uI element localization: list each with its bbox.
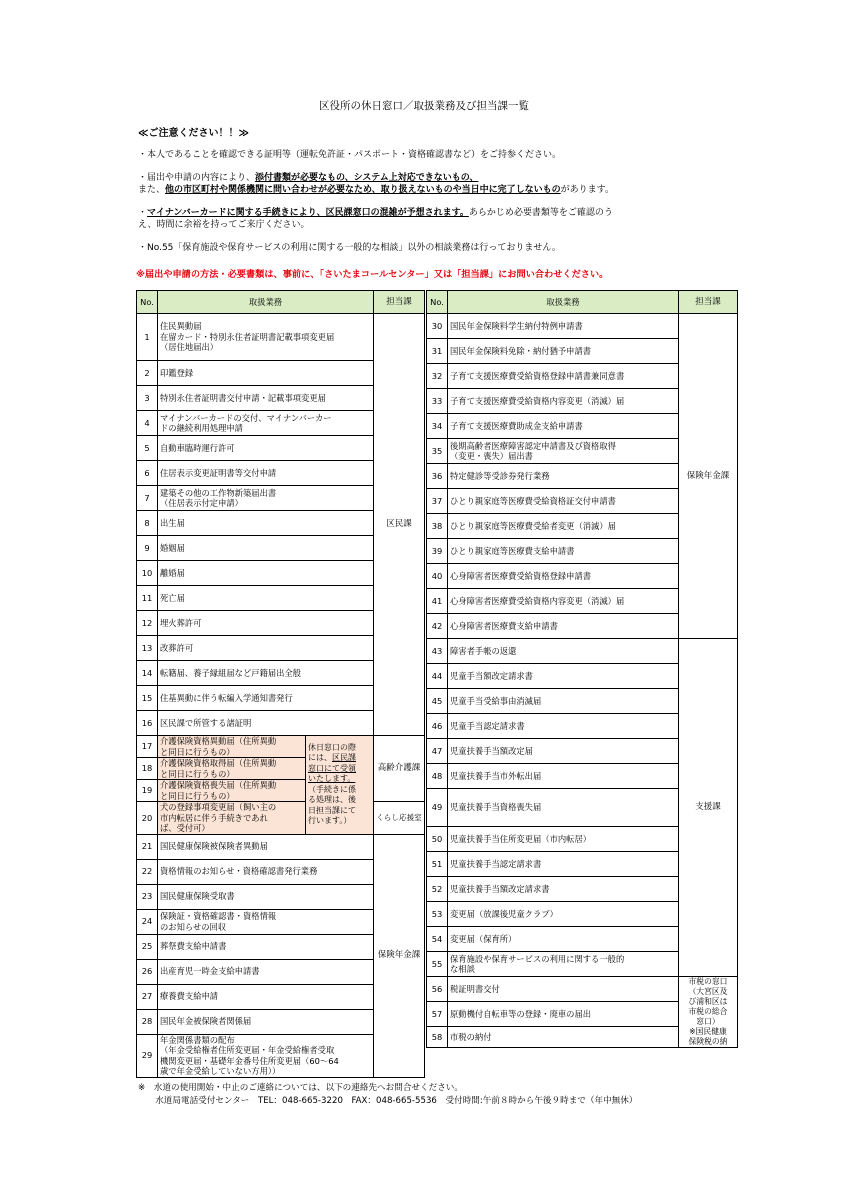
table-row [137, 314, 425, 361]
notice-heading: ≪ご注意ください！！≫ [138, 128, 249, 139]
row-number: 9 [137, 536, 158, 561]
row-number: 41 [427, 589, 448, 614]
dept-hoken-right: 保険年金課 [679, 314, 738, 639]
row-task: ひとり親家庭等医療費支給申請書 [448, 539, 679, 564]
row-task: 葬祭費支給申請書 [158, 934, 374, 959]
row-task: 国民年金被保険者関係届 [158, 1009, 374, 1034]
row-number: 17 [137, 736, 158, 758]
row-task: 児童手当認定請求書 [448, 714, 679, 739]
row-task: 原動機付自転車等の登録・廃車の届出 [448, 1002, 679, 1027]
row-number: 25 [137, 934, 158, 959]
row-number: 10 [137, 561, 158, 586]
dept-hoken-left: 保険年金課 [374, 834, 425, 1077]
row-number: 36 [427, 464, 448, 489]
row-number: 58 [427, 1027, 448, 1048]
row-number: 26 [137, 959, 158, 984]
row-number: 13 [137, 636, 158, 661]
row-number: 19 [137, 780, 158, 802]
row-task: ひとり親家庭等医療費受給資格証交付申請書 [448, 489, 679, 514]
row-task: 子育て支援医療費助成金支給申請書 [448, 414, 679, 439]
header-no: No. [427, 291, 448, 314]
row-task: 住居表示変更証明書等交付申請 [158, 461, 374, 486]
row-number: 53 [427, 902, 448, 927]
row-number: 16 [137, 711, 158, 736]
red-warning: ※届出や申請の方法・必要書類は、事前に、「さいたまコールセンター」又は「担当課」にお問い合わせください。 [136, 269, 609, 280]
row-task: 障害者手帳の返還 [448, 639, 679, 664]
table-row [427, 314, 738, 339]
row-number: 6 [137, 461, 158, 486]
row-number: 52 [427, 877, 448, 902]
row-number: 33 [427, 389, 448, 414]
row-number: 56 [427, 977, 448, 1002]
row-task: 国民健康保険受取書 [158, 884, 374, 909]
row-number: 40 [427, 564, 448, 589]
note-mynumber-congestion: ・マイナンバーカードに関する手続きにより、区民課窓口の混雑が予想されます。あらかじめ必要書類等をご確認のう [138, 208, 613, 218]
row-task: 住民異動届 在留カード・特別永住者証明書記載事項変更届 （居住地届出） [158, 314, 374, 361]
row-task: 出産育児一時金支給申請書 [158, 959, 374, 984]
row-number: 43 [427, 639, 448, 664]
footer-water-contact: 水道局電話受付センター TEL：048-665-3220 FAX：048-665-5536 受付時間:午前８時から午後９時まで（年中無休） [138, 1096, 638, 1106]
row-number: 28 [137, 1009, 158, 1034]
row-task: 子育て支援医療費受給資格登録申請書兼同意書 [448, 364, 679, 389]
row-number: 44 [427, 664, 448, 689]
row-task: 変更届（保育所） [448, 927, 679, 952]
row-task: 保険証・資格確認書・資格情報 のお知らせの回収 [158, 909, 374, 934]
row-task: 自動車臨時運行許可 [158, 436, 374, 461]
row-task: 税証明書交付 [448, 977, 679, 1002]
row-task: 資格情報のお知らせ・資格確認書発行業務 [158, 859, 374, 884]
row-task: 特定健診等受診券発行業務 [448, 464, 679, 489]
note-consultation: ・No.55「保育施設や保育サービスの利用に関する一般的な相談」以外の相談業務は行っておりません。 [138, 243, 561, 253]
table-row [137, 834, 425, 859]
note-other-agencies: また、他の市区町村や関係機関に問い合わせが必要なため、取り扱えないものや当日中に完了しないものがあります。 [138, 185, 614, 195]
header-dept: 担当課 [374, 291, 425, 314]
row-task: 住基異動に伴う転編入学通知書発行 [158, 686, 374, 711]
row-number: 12 [137, 611, 158, 636]
row-number: 7 [137, 486, 158, 511]
row-number: 11 [137, 586, 158, 611]
row-task: 介護保険資格喪失届（住所異動 と同日に行うもの） [158, 780, 306, 802]
row-task: 変更届（放課後児童クラブ） [448, 902, 679, 927]
row-task: 改葬許可 [158, 636, 374, 661]
row-task: 児童扶養手当資格喪失届 [448, 789, 679, 827]
row-task: 印鑑登録 [158, 361, 374, 386]
row-number: 55 [427, 952, 448, 977]
row-number: 42 [427, 614, 448, 639]
row-task: 児童手当受給事由消滅届 [448, 689, 679, 714]
row-task: ひとり親家庭等医療費受給者変更（消滅）届 [448, 514, 679, 539]
row-task: 区民課で所管する諸証明 [158, 711, 374, 736]
row-number: 18 [137, 758, 158, 780]
row-task: 国民年金保険料免除・納付猶予申請書 [448, 339, 679, 364]
row-number: 14 [137, 661, 158, 686]
dept-kuminka: 区民課 [374, 314, 425, 736]
row-number: 1 [137, 314, 158, 361]
row-number: 47 [427, 739, 448, 764]
row-task: 児童扶養手当住所変更届（市内転居） [448, 827, 679, 852]
row-number: 50 [427, 827, 448, 852]
row-task: 国民年金保険料学生納付特例申請書 [448, 314, 679, 339]
row-number: 21 [137, 834, 158, 859]
row-number: 39 [427, 539, 448, 564]
header-task: 取扱業務 [158, 291, 374, 314]
row-task: 離婚届 [158, 561, 374, 586]
row-task: 児童扶養手当額改定届 [448, 739, 679, 764]
row-task: 児童扶養手当額改定請求書 [448, 877, 679, 902]
row-task: 心身障害者医療費受給資格登録申請書 [448, 564, 679, 589]
row-task: 婚姻届 [158, 536, 374, 561]
row-task: 犬の登録事項変更届（飼い主の 市内転居に伴う手続きであれ ば、受付可） [158, 802, 306, 835]
header-task: 取扱業務 [448, 291, 679, 314]
row-number: 23 [137, 884, 158, 909]
row-task: 年金関係書類の配布 （年金受給権者住所変更届・年金受給権者受取 機関変更届・基礎年金番号住所変更届（60～64 歳で年金受給していない方用）） [158, 1034, 374, 1077]
dept-zei: 市税の窓口 （大宮区及 び浦和区は 市税の総合 窓口） ※国民健康 保険税の納 [679, 977, 738, 1048]
header-no: No. [137, 291, 158, 314]
row-number: 2 [137, 361, 158, 386]
table-row [137, 802, 425, 835]
row-number: 38 [427, 514, 448, 539]
row-number: 51 [427, 852, 448, 877]
row-task: 建築その他の工作物新築届出書 （住居表示付定申請） [158, 486, 374, 511]
dept-kurashi: くらし応援室 [374, 802, 425, 835]
row-number: 34 [427, 414, 448, 439]
row-number: 27 [137, 984, 158, 1009]
table-row [137, 736, 425, 758]
table-row [427, 639, 738, 664]
row-task: 児童手当額改定請求書 [448, 664, 679, 689]
row-number: 49 [427, 789, 448, 827]
note-mynumber-congestion-cont: え、時間に余裕を持ってご来庁ください。 [138, 220, 310, 230]
row-task: 心身障害者医療費受給資格内容変更（消滅）届 [448, 589, 679, 614]
row-task: 介護保険資格取得届（住所異動 と同日に行うもの） [158, 758, 306, 780]
row-task: 特別永住者証明書交付申請・記載事項変更届 [158, 386, 374, 411]
row-number: 20 [137, 802, 158, 835]
row-number: 45 [427, 689, 448, 714]
row-task: 療養費支給申請 [158, 984, 374, 1009]
footer-water-note: ※ 水道の使用開始・中止のご連絡については、以下の連絡先へお問合せください。 [138, 1083, 463, 1093]
header-dept: 担当課 [679, 291, 738, 314]
row-task: 心身障害者医療費支給申請書 [448, 614, 679, 639]
row-task: 保育施設や保育サービスの利用に関する一般的 な相談 [448, 952, 679, 977]
left-task-table [136, 290, 425, 1078]
row-number: 46 [427, 714, 448, 739]
row-number: 57 [427, 1002, 448, 1027]
dept-shien: 支援課 [679, 639, 738, 977]
row-task: 転籍届、養子縁組届など戸籍届出全般 [158, 661, 374, 686]
row-number: 37 [427, 489, 448, 514]
row-number: 35 [427, 439, 448, 464]
row-task: マイナンバーカードの交付、マイナンバーカー ドの継続利用処理申請 [158, 411, 374, 436]
table-row [427, 977, 738, 1002]
row-number: 24 [137, 909, 158, 934]
note-attachments: ・届出や申請の内容により、添付書類が必要なもの、システム上対応できないもの、 [138, 173, 479, 183]
row-task: 児童扶養手当市外転出届 [448, 764, 679, 789]
row-task: 埋火葬許可 [158, 611, 374, 636]
row-number: 48 [427, 764, 448, 789]
dept-kaigo: 高齢介護課 [374, 736, 425, 802]
right-task-table [426, 290, 738, 1048]
row-number: 4 [137, 411, 158, 436]
row-number: 32 [427, 364, 448, 389]
row-number: 5 [137, 436, 158, 461]
row-number: 15 [137, 686, 158, 711]
row-task: 子育て支援医療費受給資格内容変更（消滅）届 [448, 389, 679, 414]
row-number: 29 [137, 1034, 158, 1077]
row-number: 8 [137, 511, 158, 536]
note-id-required: ・本人であることを確認できる証明等（運転免許証・パスポート・資格確認書など）をご持参ください。 [138, 150, 562, 160]
row-task: 後期高齢者医療障害認定申請書及び資格取得 （変更・喪失）届出書 [448, 439, 679, 464]
row-number: 22 [137, 859, 158, 884]
row-task: 出生届 [158, 511, 374, 536]
row-number: 31 [427, 339, 448, 364]
row-number: 30 [427, 314, 448, 339]
row-task: 国民健康保険被保険者異動届 [158, 834, 374, 859]
holiday-receipt-note: 休日窓口の際 には、区民課 窓口にて受領 いたします。 （手続きに係 る処理は、後 日担当課にて 行います。） [306, 736, 374, 835]
page-title: 区役所の休日窓口／取扱業務及び担当課一覧 [319, 100, 529, 112]
row-number: 54 [427, 927, 448, 952]
row-task: 介護保険資格異動届（住所異動 と同日に行うもの） [158, 736, 306, 758]
row-task: 死亡届 [158, 586, 374, 611]
row-number: 3 [137, 386, 158, 411]
row-task: 市税の納付 [448, 1027, 679, 1048]
row-task: 児童扶養手当認定請求書 [448, 852, 679, 877]
